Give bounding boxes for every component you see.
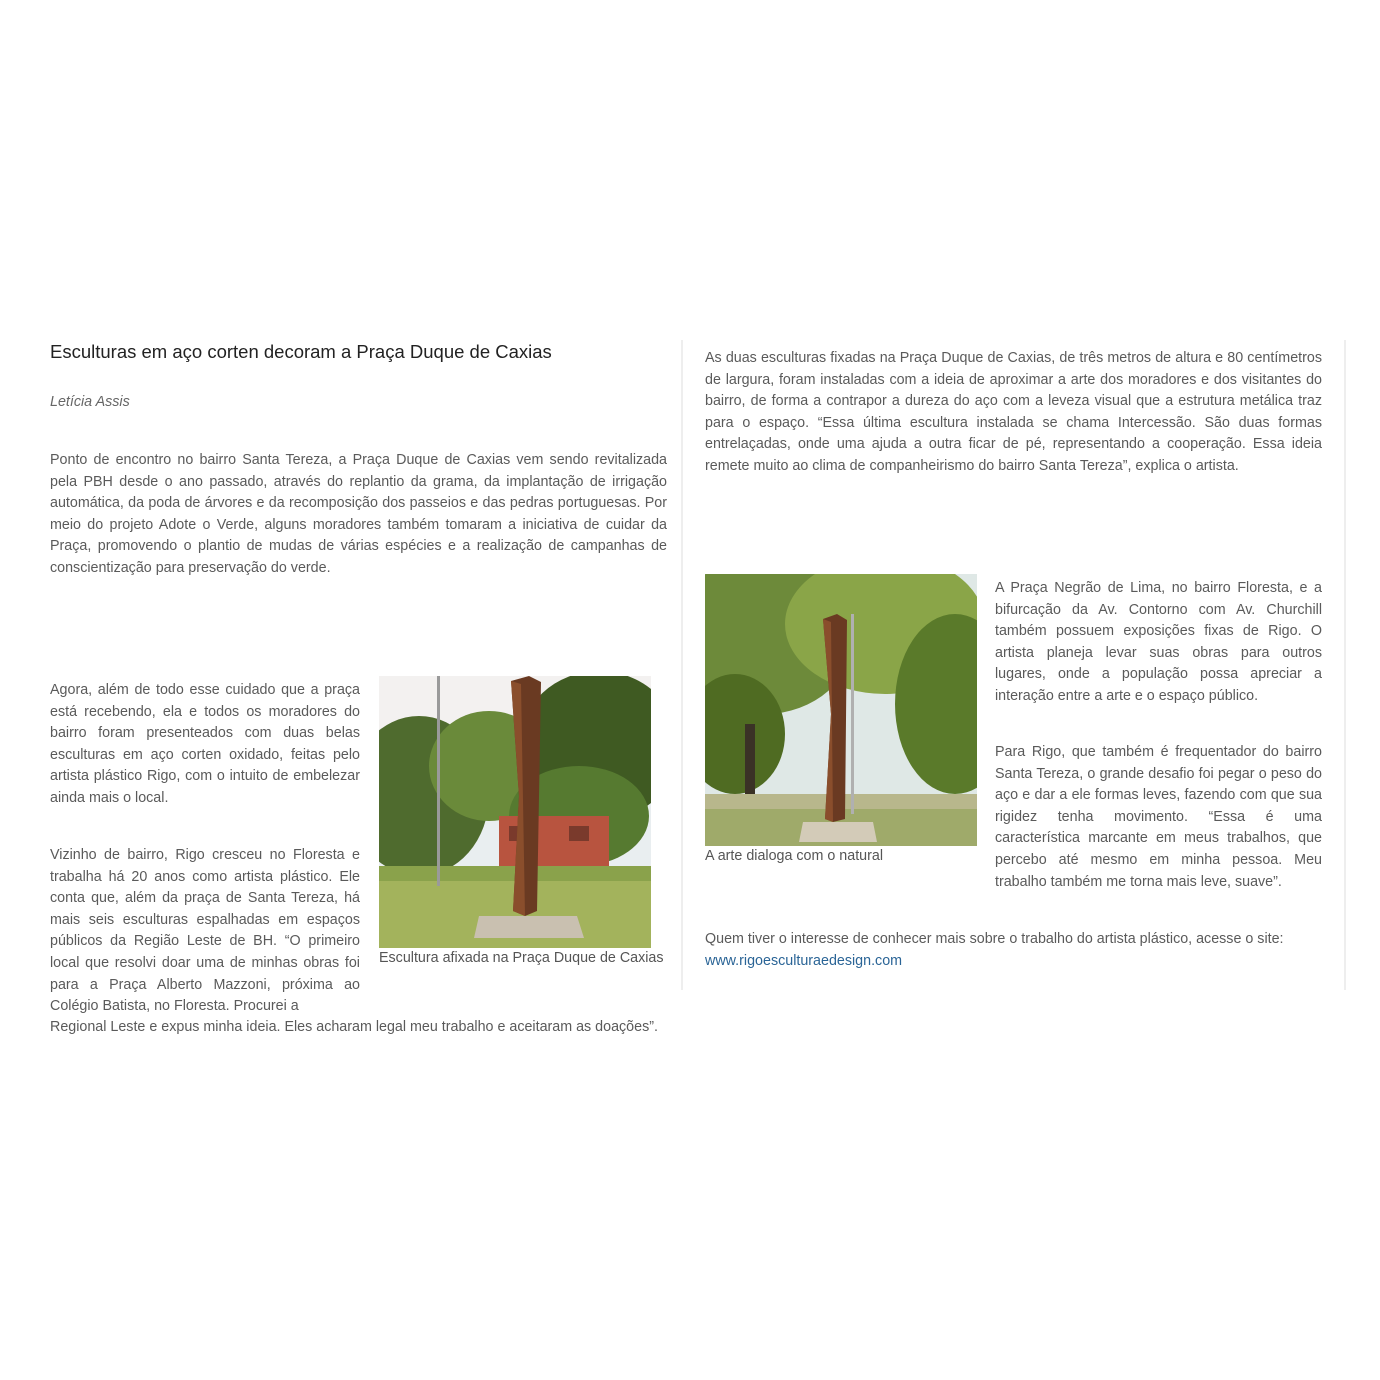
left-paragraph-3: Vizinho de bairro, Rigo cresceu no Floresta e trabalha há 20 anos como artista plástico. Ele conta que, além da praça de Santa Tereza, há mais seis esculturas espalhadas em espaços públicos da Região Leste de BH. “O primeiro local que resolvi doar uma de minhas obras foi para a Praça Alberto Mazzoni, próxima ao Colégio Batista, no Floresta. Procurei a	[50, 847, 360, 1015]
left-paragraph-3-end: Regional Leste e expus minha ideia. Eles acharam legal meu trabalho e aceitaram as doações”.	[50, 1019, 658, 1035]
left-paragraph-2: Agora, além de todo esse cuidado que a praça está recebendo, ela e todos os moradores do bairro foram presenteados com duas belas esculturas em aço corten oxidado, feitas pelo artista plástico Rigo, com o intuito de embelezar ainda mais o local.	[50, 682, 360, 806]
left-photo-caption: Escultura afixada na Praça Duque de Caxias	[379, 950, 664, 966]
right-paragraph-3: Para Rigo, que também é frequentador do bairro Santa Tereza, o grande desafio foi pegar o peso do aço e dar a ele formas leves, fazendo com que sua rigidez tenha movimento. “Essa é uma característica marcante em meus trabalhos, que percebo até mesmo em minha pessoa. Meu trabalho também me torna mais leve, suave”.	[995, 744, 1322, 890]
left-paragraph-1: Ponto de encontro no bairro Santa Tereza, a Praça Duque de Caxias vem sendo revitalizada pela PBH desde o ano passado, através do replantio da grama, da implantação de irrigação automática, da poda de árvores e da recomposição dos passeios e das pedras portuguesas. Por meio do projeto Adote o Verde, alguns moradores também tomaram a iniciativa de cuidar da Praça, promovendo o plantio de mudas de várias espécies e a realização de campanhas de conscientização para preservação do verde.	[50, 452, 667, 576]
column-divider	[681, 340, 683, 990]
right-paragraph-1: As duas esculturas fixadas na Praça Duque de Caxias, de três metros de altura e 80 centímetros de largura, foram instaladas com a ideia de aproximar a arte dos moradores e dos visitantes do bairro, de forma a contrapor a dureza do aço com a leveza visual que a estrutura metálica traz para o espaço. “Essa última escultura instalada se chama Intercessão. São duas formas entrelaçadas, onde uma ajuda a outra ficar de pé, representando a cooperação. Essa ideia remete muito ao clima de companheirismo do bairro Santa Tereza”, explica o artista.	[705, 350, 1322, 474]
right-paragraph-4	[705, 929, 1322, 972]
right-paragraph-2: A Praça Negrão de Lima, no bairro Floresta, e a bifurcação da Av. Contorno com Av. Churchill também possuem exposições fixas de Rigo. O artista planeja levar suas obras para outros lugares, onde a população possa apreciar a interação entre a arte e o espaço público.	[995, 580, 1322, 704]
right-photo-caption: A arte dialoga com o natural	[705, 848, 884, 864]
article-title: Esculturas em aço corten decoram a Praça Duque de Caxias	[50, 341, 552, 362]
sculpture-photo-natural	[705, 574, 977, 846]
right-border	[1344, 340, 1346, 990]
rigo-website-link[interactable]: www.rigoesculturaedesign.com	[705, 952, 903, 969]
right-paragraph-4-text: Quem tiver o interesse de conhecer mais sobre o trabalho do artista plástico, acesse o site:	[705, 931, 1284, 947]
sculpture-photo-praca-duque	[379, 676, 651, 948]
article-author: Letícia Assis	[50, 394, 130, 410]
